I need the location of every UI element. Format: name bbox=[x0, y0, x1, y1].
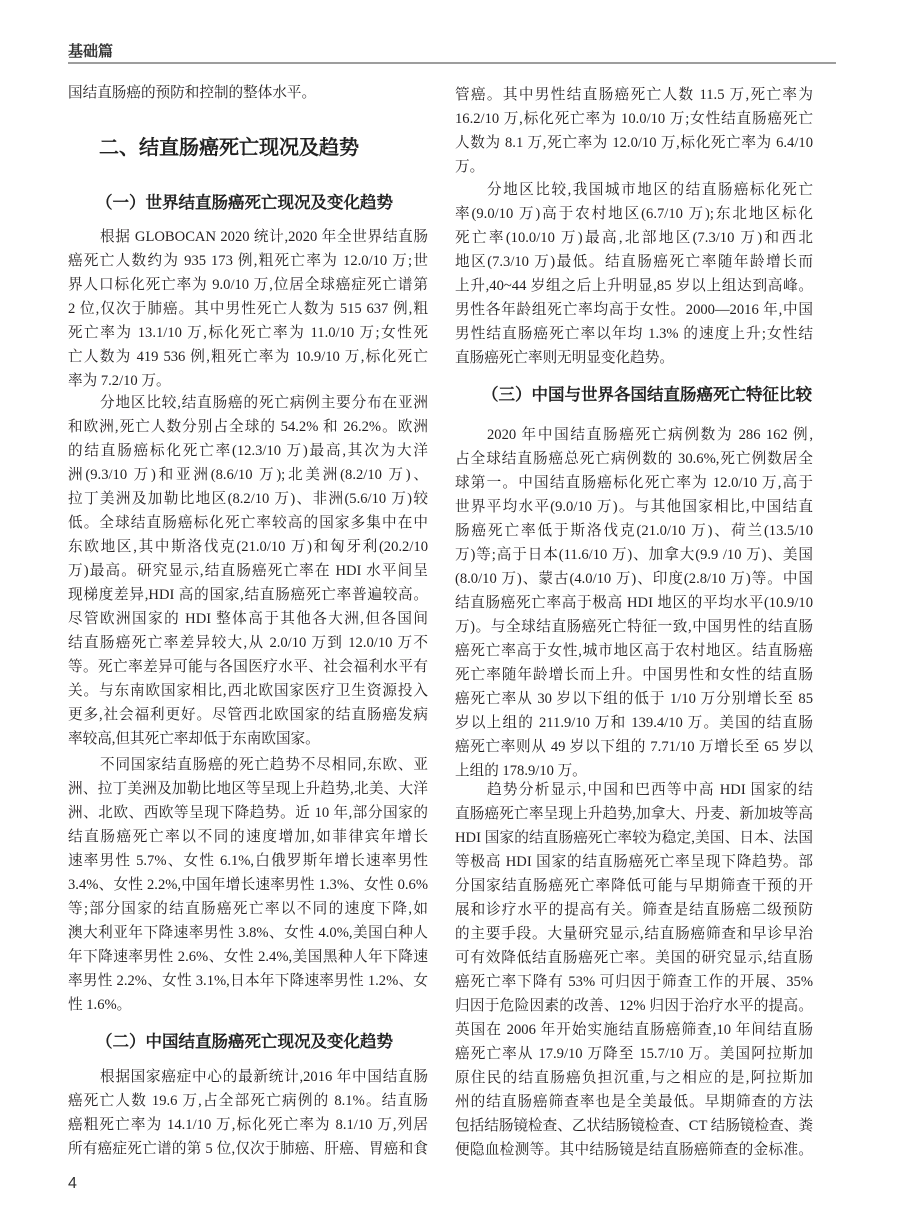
text-line: 等极高 HDI 国家的结直肠癌死亡率呈现下降趋势。部 bbox=[455, 854, 813, 870]
text-line: 洲、拉丁美洲及加勒比地区等呈现上升趋势,北美、大洋 bbox=[68, 781, 428, 797]
text-line: 年下降速率男性 2.6%、女性 2.4%,美国黑种人年下降速 bbox=[68, 949, 428, 965]
running-header: 基础篇 bbox=[68, 43, 114, 60]
paragraph-world-stats bbox=[68, 225, 428, 393]
text-line: 癌粗死亡率为 14.1/10 万,标化死亡率为 8.1/10 万,列居 bbox=[68, 1117, 428, 1133]
text-line: 分地区比较,我国城市地区的结直肠癌标化死亡 bbox=[487, 182, 813, 198]
text-line: 原住民的结直肠癌负担沉重,与之相应的是,阿拉斯加 bbox=[455, 1070, 813, 1086]
text-line: 展和诊疗水平的提高有关。筛查是结直肠癌二级预防 bbox=[455, 902, 813, 918]
text-line: 上升,40~44 岁组之后上升明显,85 岁以上组达到高峰。 bbox=[455, 278, 813, 294]
paragraph-comparison bbox=[455, 423, 813, 783]
text-line: 所有癌症死亡谱的第 5 位,仅次于肺癌、肝癌、胃癌和食 bbox=[68, 1141, 428, 1157]
text-line: 东欧地区,其中斯洛伐克(21.0/10 万)和匈牙利(20.2/10 bbox=[68, 539, 428, 555]
text-line: 男性结直肠癌死亡率以年均 1.3% 的速度上升;女性结 bbox=[455, 326, 813, 342]
paragraph-screening bbox=[455, 778, 813, 1162]
text-line: HDI 国家的结直肠癌死亡率较为稳定,美国、日本、法国 bbox=[455, 830, 813, 846]
text-line: 肠癌死亡率低于斯洛伐克(21.0/10 万)、荷兰(13.5/10 bbox=[455, 523, 813, 539]
text-line: 2020 年中国结直肠癌死亡病例数为 286 162 例, bbox=[487, 427, 813, 443]
text-line: 万)。与全球结直肠癌死亡特征一致,中国男性的结直肠 bbox=[455, 619, 813, 635]
text-line: 归因于危险因素的改善、12% 归因于治疗水平的提高。 bbox=[455, 998, 813, 1014]
text-line: 上组的 178.9/10 万。 bbox=[455, 763, 587, 779]
text-line: 率(9.0/10 万)高于农村地区(6.7/10 万);东北地区标化 bbox=[455, 206, 813, 222]
text-line: 率为 7.2/10 万。 bbox=[68, 373, 171, 389]
text-line: 国结直肠癌的预防和控制的整体水平。 bbox=[68, 85, 317, 101]
text-line: 亡人数为 419 536 例,粗死亡率为 10.9/10 万,标化死亡 bbox=[68, 349, 428, 365]
text-line: 结直肠癌死亡率高于极高 HDI 地区的平均水平(10.9/10 bbox=[455, 595, 813, 611]
text-line: 万)等;高于日本(11.6/10 万)、加拿大(9.9 /10 万)、美国 bbox=[455, 547, 813, 563]
text-line: 的主要手段。大量研究显示,结直肠癌筛查和早诊早治 bbox=[455, 926, 813, 942]
text-line: 低。全球结直肠癌标化死亡率较高的国家多集中在中 bbox=[68, 515, 428, 531]
text-line: 州的结直肠癌筛查率也是全美最低。早期筛查的方法 bbox=[455, 1094, 813, 1110]
text-line: 洲、北欧、西欧等呈现下降趋势。近 10 年,部分国家的 bbox=[68, 805, 428, 821]
text-line: 万。 bbox=[455, 159, 485, 175]
text-line: 等。死亡率差异可能与各国医疗水平、社会福利水平有 bbox=[68, 659, 428, 675]
text-line: 癌死亡率从 17.9/10 万降至 15.7/10 万。美国阿拉斯加 bbox=[455, 1046, 813, 1062]
text-line: 尽管欧洲国家的 HDI 整体高于其他各大洲,但各国间 bbox=[68, 611, 428, 627]
page-number: 4 bbox=[68, 1175, 77, 1192]
text-line: 人数为 8.1 万,死亡率为 12.0/10 万,标化死亡率为 6.4/10 bbox=[455, 135, 813, 151]
paragraph-world-regions bbox=[68, 391, 428, 751]
text-line: (8.0/10 万)、蒙古(4.0/10 万)、印度(2.8/10 万)等。中国 bbox=[455, 571, 813, 587]
text-line: 便隐血检测等。其中结肠镜是结直肠癌筛查的金标准。 bbox=[455, 1142, 813, 1158]
text-line: 结直肠癌死亡率以不同的速度增加,如菲律宾年增长 bbox=[68, 829, 428, 845]
intro-paragraph bbox=[68, 81, 428, 105]
text-line: 和欧洲,死亡人数分别占全球的 54.2% 和 26.2%。欧洲 bbox=[68, 419, 428, 435]
text-line: 界人口标化死亡率为 9.0/10 万,位居全球癌症死亡谱第 bbox=[68, 277, 428, 293]
text-line: 直肠癌死亡率则无明显变化趋势。 bbox=[455, 350, 674, 366]
text-line: 不同国家结直肠癌的死亡趋势不尽相同,东欧、亚 bbox=[100, 757, 428, 773]
text-line: 的结直肠癌标化死亡率(12.3/10 万)最高,其次为大洋 bbox=[68, 443, 428, 459]
text-line: 趋势分析显示,中国和巴西等中高 HDI 国家的结 bbox=[487, 782, 813, 798]
text-line: 癌死亡人数约为 935 173 例,粗死亡率为 12.0/10 万;世 bbox=[68, 253, 428, 269]
text-line: 2 位,仅次于肺癌。其中男性死亡人数为 515 637 例,粗 bbox=[68, 301, 428, 317]
text-line: 16.2/10 万,标化死亡率为 10.0/10 万;女性结直肠癌死亡 bbox=[455, 111, 813, 127]
text-line: 现梯度差异,HDI 高的国家,结直肠癌死亡率普遍较高。 bbox=[68, 587, 428, 603]
text-line: 率男性 2.2%、女性 3.1%,日本年下降速率男性 1.2%、女 bbox=[68, 973, 428, 989]
text-line: 拉丁美洲及加勒比地区(8.2/10 万)、非洲(5.6/10 万)较 bbox=[68, 491, 428, 507]
text-line: 直肠癌死亡率呈现上升趋势,加拿大、丹麦、新加坡等高 bbox=[455, 806, 813, 822]
text-line: 关。与东南欧国家相比,西北欧国家医疗卫生资源投入 bbox=[68, 683, 428, 699]
text-line: 可有效降低结直肠癌死亡率。美国的研究显示,结直肠 bbox=[455, 950, 813, 966]
subsection-heading-2: （二）中国结直肠癌死亡现况及变化趋势 bbox=[96, 1033, 393, 1051]
text-line: 地区(7.3/10 万)最低。结直肠癌死亡率随年龄增长而 bbox=[455, 254, 813, 270]
text-line: 占全球结直肠癌总死亡病例数的 30.6%,死亡例数居全 bbox=[455, 451, 813, 467]
text-line: 岁以上组的 211.9/10 万和 139.4/10 万。美国的结直肠 bbox=[455, 715, 813, 731]
text-line: 根据国家癌症中心的最新统计,2016 年中国结直肠 bbox=[100, 1069, 428, 1085]
subsection-heading-3: （三）中国与世界各国结直肠癌死亡特征比较 bbox=[482, 386, 812, 404]
text-line: 澳大利亚年下降速率男性 3.8%、女性 4.0%,美国白种人 bbox=[68, 925, 428, 941]
text-line: 英国在 2006 年开始实施结直肠癌筛查,10 年间结直肠 bbox=[455, 1022, 813, 1038]
paragraph-china-stats bbox=[68, 1065, 428, 1161]
text-line: 癌死亡率从 30 岁以下组的低于 1/10 万分别增长至 85 bbox=[455, 691, 813, 707]
section-heading: 二、结直肠癌死亡现况及趋势 bbox=[99, 137, 359, 159]
text-line: 更多,社会福利更好。尽管西北欧国家的结直肠癌发病 bbox=[68, 707, 428, 723]
paragraph-china-regions bbox=[455, 178, 813, 370]
subsection-heading-1: （一）世界结直肠癌死亡现况及变化趋势 bbox=[96, 194, 393, 212]
text-line: 癌死亡率则从 49 岁以下组的 7.71/10 万增长至 65 岁以 bbox=[455, 739, 813, 755]
text-line: 等;部分国家的结直肠癌死亡率以不同的速度下降,如 bbox=[68, 901, 428, 917]
text-line: 速率男性 5.7%、女性 6.1%,白俄罗斯年增长速率男性 bbox=[68, 853, 428, 869]
text-line: 包括结肠镜检查、乙状结肠镜检查、CT 结肠镜检查、粪 bbox=[455, 1118, 813, 1134]
text-line: 男性各年龄组死亡率均高于女性。2000—2016 年,中国 bbox=[455, 302, 813, 318]
text-line: 3.4%、女性 2.2%,中国年增长速率男性 1.3%、女性 0.6% bbox=[68, 877, 428, 893]
paragraph-world-trends bbox=[68, 753, 428, 1017]
text-line: 管癌。其中男性结直肠癌死亡人数 11.5 万,死亡率为 bbox=[455, 87, 813, 103]
text-line: 万)最高。研究显示,结直肠癌死亡率在 HDI 水平间呈 bbox=[68, 563, 428, 579]
text-line: 分国家结直肠癌死亡率降低可能与早期筛查干预的开 bbox=[455, 878, 813, 894]
text-line: 癌死亡率下降有 53% 可归因于筛查工作的开展、35% bbox=[455, 974, 813, 990]
text-line: 死亡率为 13.1/10 万,标化死亡率为 11.0/10 万;女性死 bbox=[68, 325, 428, 341]
text-line: 率较高,但其死亡率却低于东南欧国家。 bbox=[68, 731, 320, 747]
text-line: 死亡率(10.0/10 万)最高,北部地区(7.3/10 万)和西北 bbox=[455, 230, 813, 246]
text-line: 根据 GLOBOCAN 2020 统计,2020 年全世界结直肠 bbox=[100, 229, 428, 245]
text-line: 世界平均水平(9.0/10 万)。与其他国家相比,中国结直 bbox=[455, 499, 813, 515]
text-line: 性 1.6%。 bbox=[68, 997, 132, 1013]
text-line: 结直肠癌死亡率差异较大,从 2.0/10 万到 12.0/10 万不 bbox=[68, 635, 428, 651]
text-line: 癌死亡率高于女性,城市地区高于农村地区。结直肠癌 bbox=[455, 643, 813, 659]
text-line: 癌死亡人数 19.6 万,占全部死亡病例的 8.1%。结直肠 bbox=[68, 1093, 428, 1109]
text-line: 洲(9.3/10 万)和亚洲(8.6/10 万);北美洲(8.2/10 万)、 bbox=[68, 467, 428, 483]
paragraph-china-stats-cont bbox=[455, 83, 813, 179]
text-line: 死亡率随年龄增长而上升。中国男性和女性的结直肠 bbox=[455, 667, 813, 683]
header-rule bbox=[68, 62, 836, 64]
text-line: 球第一。中国结直肠癌标化死亡率为 12.0/10 万,高于 bbox=[455, 475, 813, 491]
text-line: 分地区比较,结直肠癌的死亡病例主要分布在亚洲 bbox=[100, 395, 428, 411]
